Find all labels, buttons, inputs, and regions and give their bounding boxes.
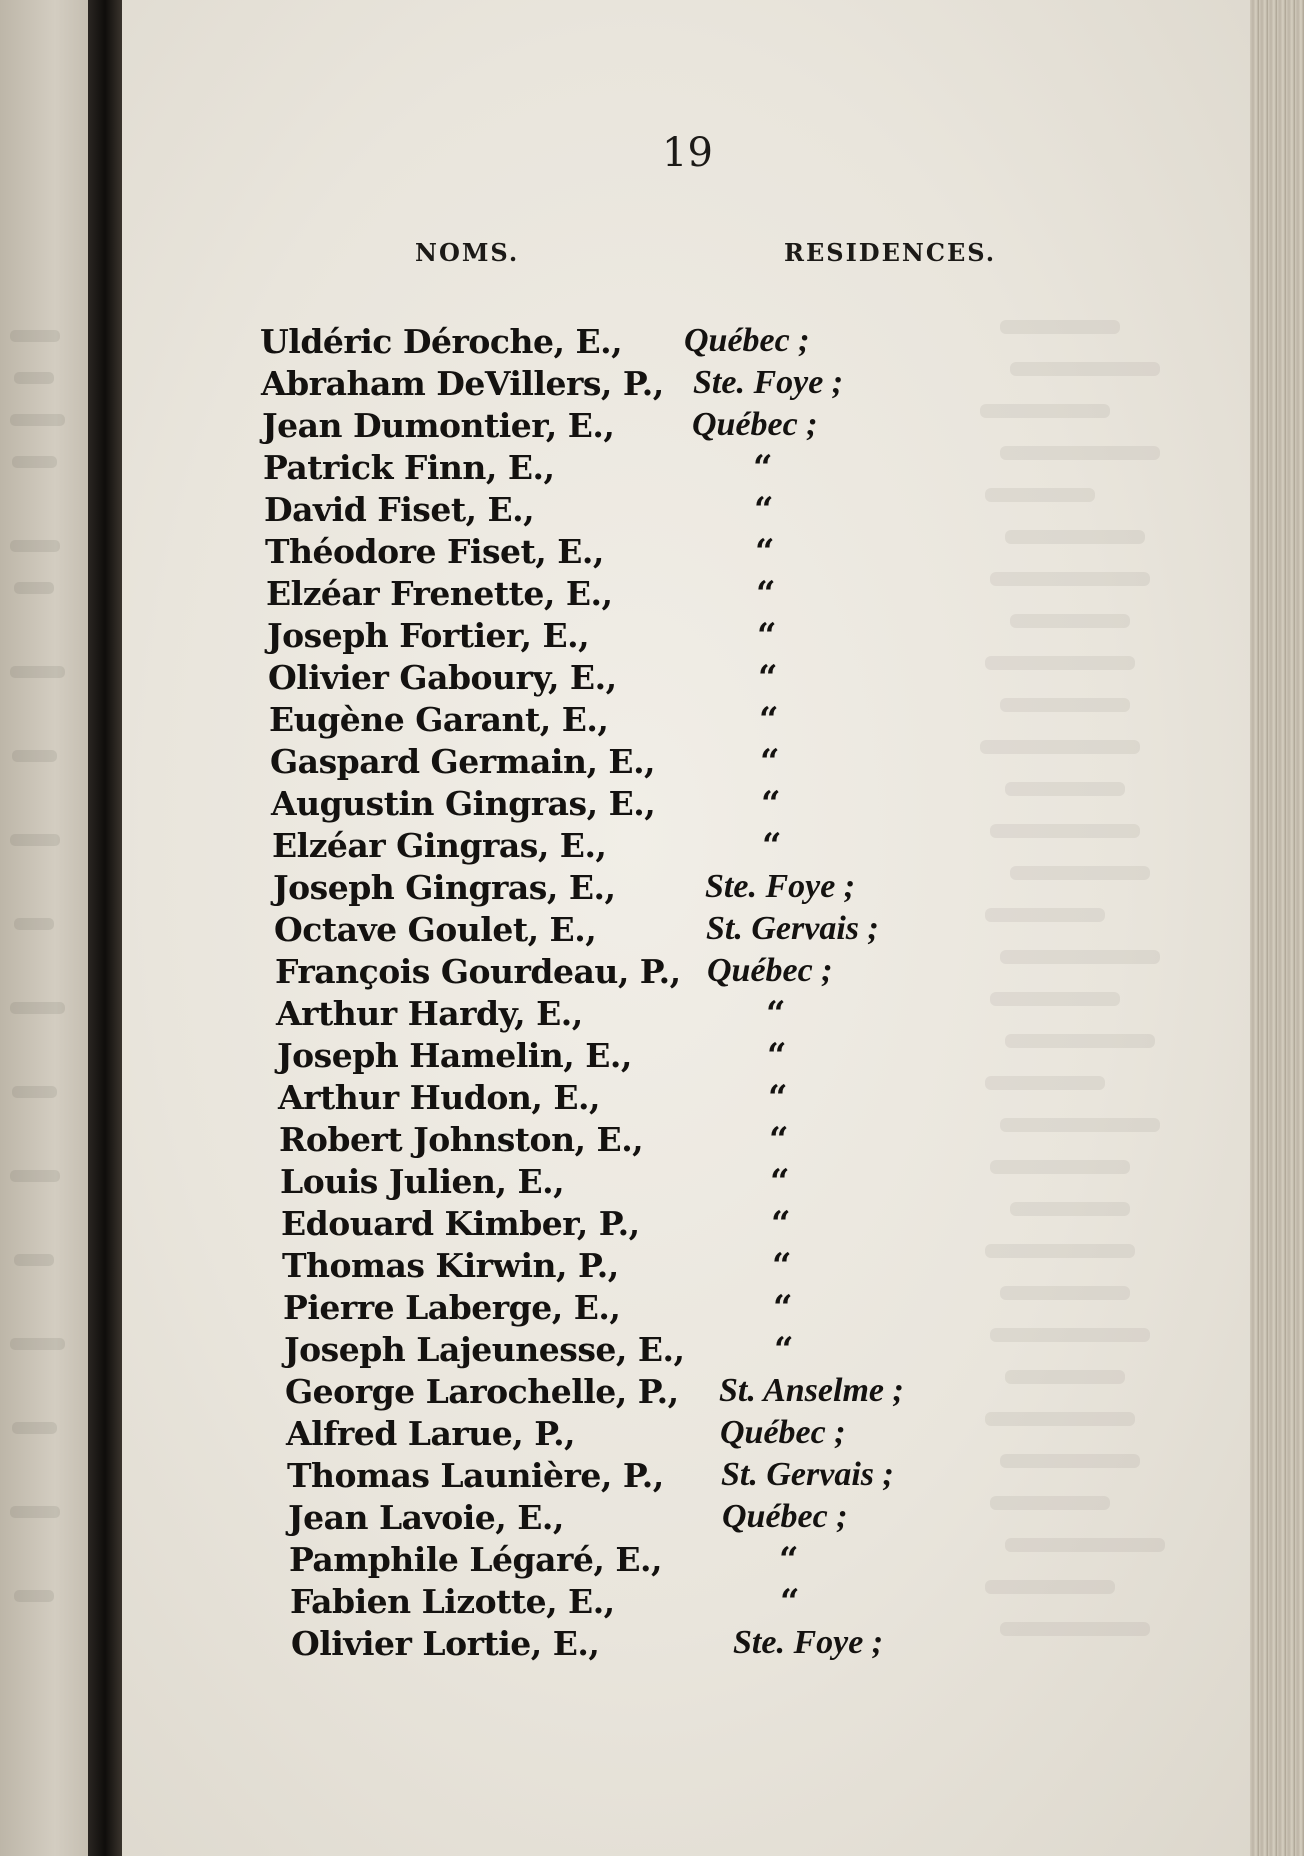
entry-name: Jean Lavoie, E.,	[288, 1498, 564, 1537]
entry-residence: “	[773, 1288, 793, 1328]
list-item	[280, 1162, 1080, 1202]
entry-name: Abraham DeVillers, P.,	[261, 364, 664, 403]
entry-name: Edouard Kimber, P.,	[281, 1204, 640, 1243]
entry-name: Octave Goulet, E.,	[274, 910, 597, 949]
list-item	[284, 1330, 1084, 1370]
entry-name: Thomas Kirwin, P.,	[282, 1246, 619, 1285]
column-header-names: NOMS.	[415, 238, 520, 267]
entry-residence: “	[772, 1246, 792, 1286]
entry-residence: “	[761, 784, 781, 824]
entry-residence: “	[762, 826, 782, 866]
list-item	[267, 616, 1067, 656]
list-item	[272, 826, 1072, 866]
entry-name: Robert Johnston, E.,	[279, 1120, 644, 1159]
entry-residence: “	[768, 1078, 788, 1118]
entry-residence: St. Anselme ;	[719, 1372, 904, 1409]
list-item	[271, 784, 1071, 824]
entry-residence: “	[771, 1204, 791, 1244]
entry-name: Elzéar Gingras, E.,	[272, 826, 607, 865]
entry-residence: “	[758, 658, 778, 698]
list-item	[279, 1120, 1079, 1160]
entry-name: Alfred Larue, P.,	[286, 1414, 576, 1453]
entry-residence: “	[754, 490, 774, 530]
list-item	[266, 574, 1066, 614]
list-item	[274, 910, 1074, 950]
entry-name: Théodore Fiset, E.,	[265, 532, 604, 571]
entry-residence: “	[769, 1120, 789, 1160]
entry-name: Arthur Hudon, E.,	[278, 1078, 600, 1117]
entry-name: Pierre Laberge, E.,	[283, 1288, 621, 1327]
entry-residence: Québec ;	[707, 952, 833, 989]
entry-name: Augustin Gingras, E.,	[271, 784, 656, 823]
entry-name: François Gourdeau, P.,	[275, 952, 681, 991]
column-header-residences: RESIDENCES.	[784, 238, 997, 267]
entry-residence: “	[759, 700, 779, 740]
entry-name: Arthur Hardy, E.,	[276, 994, 583, 1033]
entry-name: Uldéric Déroche, E.,	[260, 322, 623, 361]
entry-name: Joseph Fortier, E.,	[267, 616, 590, 655]
list-item	[265, 532, 1065, 572]
list-item	[262, 406, 1062, 446]
entry-residence: “	[753, 448, 773, 488]
list-item	[288, 1498, 1088, 1538]
list-item	[260, 322, 1060, 362]
entry-name: Fabien Lizotte, E.,	[290, 1582, 615, 1621]
entry-residence: St. Gervais ;	[706, 910, 879, 947]
list-item	[264, 490, 1064, 530]
list-item	[270, 742, 1070, 782]
entry-residence: Ste. Foye ;	[693, 364, 844, 401]
entry-residence: Québec ;	[722, 1498, 848, 1535]
entry-name: Joseph Gingras, E.,	[273, 868, 616, 907]
list-item	[291, 1624, 1091, 1664]
entry-name: Elzéar Frenette, E.,	[266, 574, 613, 613]
list-item	[289, 1540, 1089, 1580]
list-item	[277, 1036, 1077, 1076]
entry-residence: “	[757, 616, 777, 656]
entry-residence: “	[774, 1330, 794, 1370]
entry-name: Eugène Garant, E.,	[269, 700, 609, 739]
list-item	[261, 364, 1061, 404]
entry-residence: “	[780, 1582, 800, 1622]
entry-name: Thomas Launière, P.,	[287, 1456, 664, 1495]
list-item	[278, 1078, 1078, 1118]
entry-residence: Québec ;	[692, 406, 818, 443]
entry-name: Joseph Lajeunesse, E.,	[284, 1330, 685, 1369]
entry-name: Olivier Lortie, E.,	[291, 1624, 600, 1663]
entry-name: Patrick Finn, E.,	[263, 448, 555, 487]
entry-name: George Larochelle, P.,	[285, 1372, 679, 1411]
entry-name: Gaspard Germain, E.,	[270, 742, 656, 781]
entry-name: Olivier Gaboury, E.,	[268, 658, 617, 697]
list-item	[268, 658, 1068, 698]
list-item	[281, 1204, 1081, 1244]
entry-name: David Fiset, E.,	[264, 490, 535, 529]
entry-residence: Ste. Foye ;	[705, 868, 856, 905]
entry-name: Joseph Hamelin, E.,	[277, 1036, 632, 1075]
list-item	[269, 700, 1069, 740]
entry-residence: Québec ;	[684, 322, 810, 359]
list-item	[283, 1288, 1083, 1328]
entry-residence: Ste. Foye ;	[733, 1624, 884, 1661]
entry-residence: “	[770, 1162, 790, 1202]
entry-name: Louis Julien, E.,	[280, 1162, 565, 1201]
list-item	[273, 868, 1073, 908]
list-item	[263, 448, 1063, 488]
list-item	[290, 1582, 1090, 1622]
list-item	[275, 952, 1075, 992]
entry-residence: “	[760, 742, 780, 782]
entry-residence: “	[767, 1036, 787, 1076]
list-item	[282, 1246, 1082, 1286]
list-item	[286, 1414, 1086, 1454]
entry-residence: “	[756, 574, 776, 614]
list-item	[276, 994, 1076, 1034]
entry-residence: St. Gervais ;	[721, 1456, 894, 1493]
page-number: 19	[662, 130, 713, 176]
entry-residence: Québec ;	[720, 1414, 846, 1451]
list-item	[287, 1456, 1087, 1496]
entry-name: Pamphile Légaré, E.,	[289, 1540, 662, 1579]
entry-residence: “	[766, 994, 786, 1034]
entry-name: Jean Dumontier, E.,	[262, 406, 615, 445]
entry-residence: “	[755, 532, 775, 572]
entry-residence: “	[779, 1540, 799, 1580]
list-item	[285, 1372, 1085, 1412]
